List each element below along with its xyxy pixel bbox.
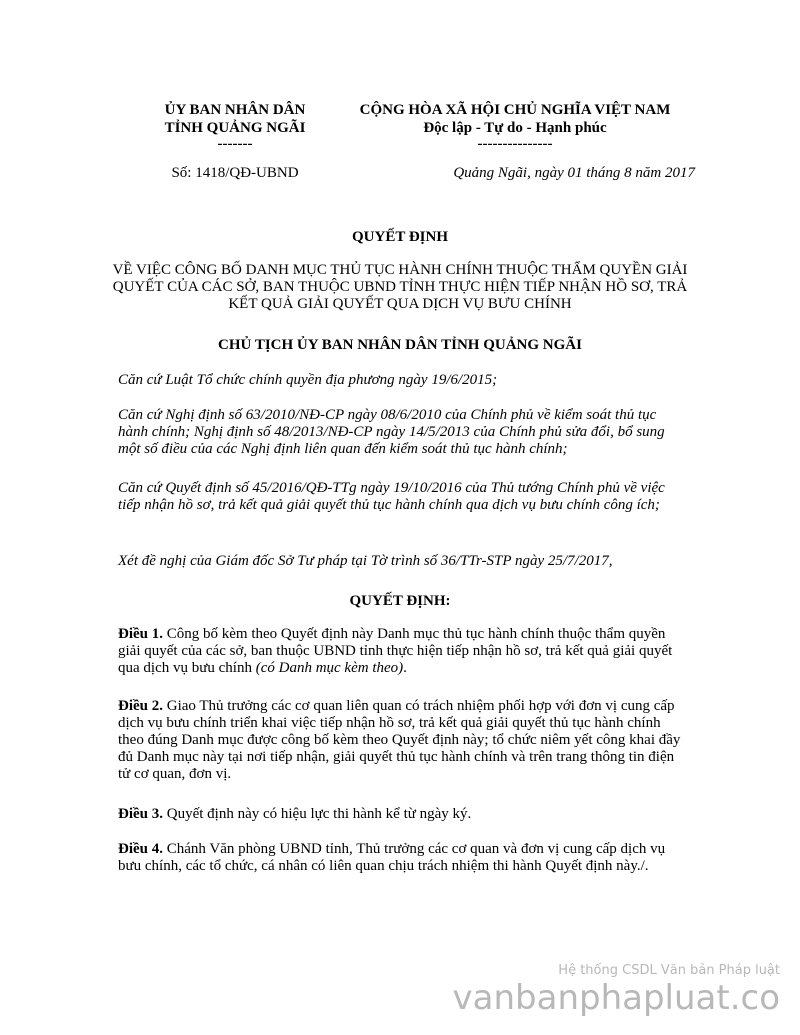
org-name-line1: ỦY BAN NHÂN DÂN	[164, 102, 306, 118]
article-4-text: Chánh Văn phòng UBND tỉnh, Thủ trưởng các cơ quan và đơn vị cung cấp dịch vụ bưu chính, các tổ chức, cá nhân có liên quan chịu trách nhiệm thi hành Quyết định này./.	[118, 841, 666, 874]
watermark-caption: Hệ thống CSDL Văn bản Pháp luật	[558, 963, 780, 978]
article-3	[118, 806, 684, 823]
org-divider: -------	[217, 136, 253, 152]
article-3-label: Điều 3.	[118, 806, 163, 822]
article-4	[118, 841, 684, 875]
document-number: Số: 1418/QĐ-UBND	[171, 165, 299, 181]
document-date: Quảng Ngãi, ngày 01 tháng 8 năm 2017	[453, 165, 695, 181]
issuer-title: CHỦ TỊCH ỦY BAN NHÂN DÂN TỈNH QUẢNG NGÃI	[218, 337, 582, 353]
article-1-tail: .	[403, 660, 407, 676]
legal-basis-3: Căn cứ Quyết định số 45/2016/QĐ-TTg ngày 19/10/2016 của Thủ tướng Chính phủ về việc tiếp nhận hồ sơ, trả kết quả giải quyết thủ tục hành chính qua dịch vụ bưu chính công ích;	[118, 480, 665, 513]
article-1-text: Công bố kèm theo Quyết định này Danh mục thủ tục hành chính thuộc thẩm quyền giải quyết của các sở, ban thuộc UBND tỉnh thực hiện tiếp nhận hồ sơ, trả kết quả giải quyết qua dịch vụ bưu chính	[118, 626, 673, 676]
decision-heading: QUYẾT ĐỊNH:	[349, 593, 451, 609]
legal-basis-2: Căn cứ Nghị định số 63/2010/NĐ-CP ngày 08/6/2010 của Chính phủ về kiểm soát thủ tục hành chính; Nghị định số 48/2013/NĐ-CP ngày 14/5/2013 của Chính phủ sửa đổi, bổ sung một số điều của các Nghị định liên quan đến kiểm soát thủ tục hành chính;	[118, 407, 665, 457]
article-1-label: Điều 1.	[118, 626, 163, 642]
proposal-basis: Xét đề nghị của Giám đốc Sở Tư pháp tại Tờ trình số 36/TTr-STP ngày 25/7/2017,	[118, 553, 613, 569]
article-2	[118, 698, 684, 783]
document-title: QUYẾT ĐỊNH	[352, 229, 448, 245]
motto-divider: ---------------	[477, 136, 553, 152]
watermark-site: vanbanphapluat.co	[452, 978, 780, 1018]
national-motto	[335, 101, 695, 151]
org-name-line2: TỈNH QUẢNG NGÃI	[164, 120, 306, 136]
article-3-text: Quyết định này có hiệu lực thi hành kể từ ngày ký.	[163, 806, 472, 822]
legal-basis-1: Căn cứ Luật Tổ chức chính quyền địa phương ngày 19/6/2015;	[118, 372, 498, 388]
motto: Độc lập - Tự do - Hạnh phúc	[423, 120, 607, 136]
article-1-note: (có Danh mục kèm theo)	[255, 660, 404, 676]
issuing-authority	[140, 101, 330, 151]
article-1	[118, 626, 684, 677]
article-2-label: Điều 2.	[118, 698, 163, 714]
article-4-label: Điều 4.	[118, 841, 163, 857]
article-2-text: Giao Thủ trưởng các cơ quan liên quan có trách nhiệm phối hợp với đơn vị cung cấp dịch vụ bưu chính triển khai việc tiếp nhận hồ sơ, trả kết quả giải quyết thủ tục hành chính theo đúng Danh mục được công bố kèm theo Quyết định này; tổ chức niêm yết công khai đầy đủ Danh mục này tại nơi tiếp nhận, giải quyết thủ tục hành chính và trên trang thông tin điện tử cơ quan, đơn vị.	[118, 698, 681, 782]
nation-name: CỘNG HÒA XÃ HỘI CHỦ NGHĨA VIỆT NAM	[359, 102, 671, 118]
document-subject: VỀ VIỆC CÔNG BỐ DANH MỤC THỦ TỤC HÀNH CHÍNH THUỘC THẨM QUYỀN GIẢI QUYẾT CỦA CÁC SỞ, BAN THUỘC UBND TỈNH THỰC HIỆN TIẾP NHẬN HỒ SƠ, TRẢ KẾT QUẢ GIẢI QUYẾT QUA DỊCH VỤ BƯU CHÍNH	[112, 262, 688, 312]
